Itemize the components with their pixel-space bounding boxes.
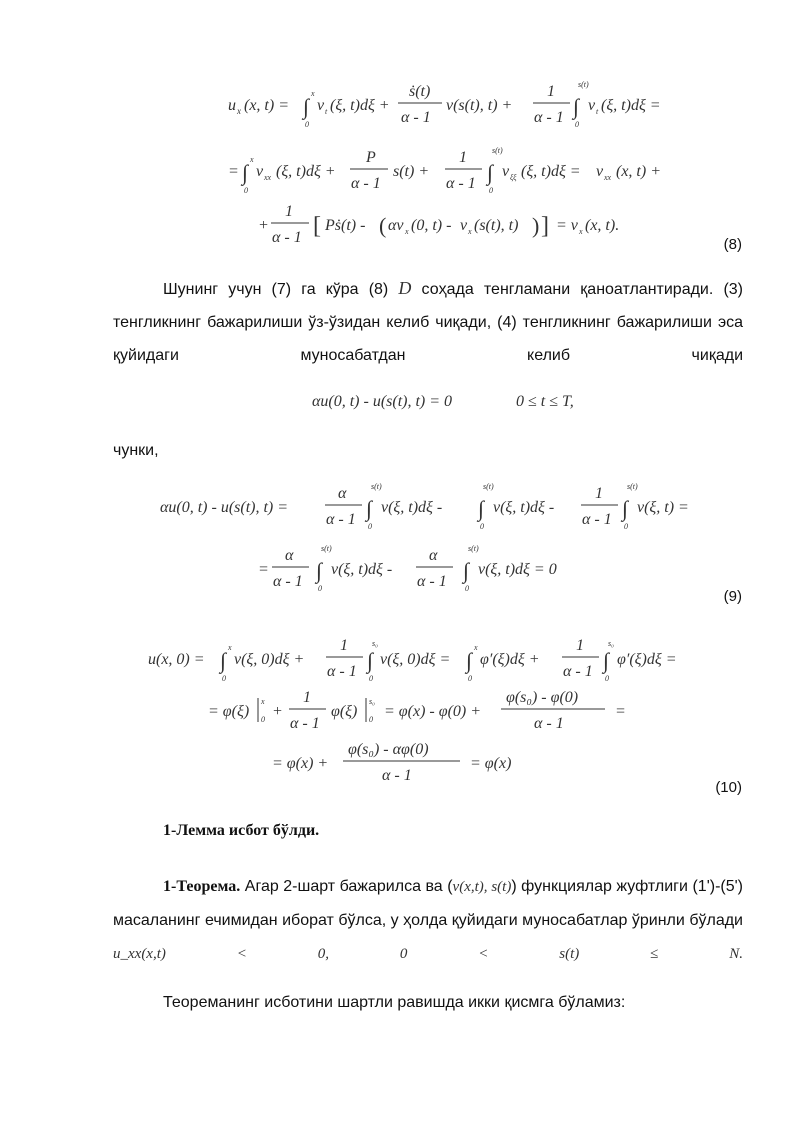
svg-text:v(ξ, 0)dξ +: v(ξ, 0)dξ + — [234, 651, 305, 668]
svg-text:∫: ∫ — [487, 160, 494, 185]
svg-text:= v: = v — [556, 217, 578, 234]
svg-text:=: = — [615, 703, 626, 720]
equation-10 — [0, 624, 800, 784]
svg-text:φ′(ξ)dξ +: φ′(ξ)dξ + — [480, 651, 540, 668]
svg-text:[: [ — [313, 213, 321, 239]
svg-text:αu(0, t) - u(s(t), t) =: αu(0, t) - u(s(t), t) = — [160, 499, 289, 516]
svg-text:(ξ, t)dξ =: (ξ, t)dξ = — [601, 97, 661, 114]
svg-text:v(ξ, t)dξ = 0: v(ξ, t)dξ = 0 — [478, 561, 557, 578]
paragraph-1: Шунинг учун (7) га кўра (8) D соҳада тенгламани қаноатлантиради. (3) тенгликнинг бажарилиши ўз-ўзидан келиб чиқади, (4) тенгликнинг бажарилиши эса қуйидаги муносабатдан келиб чиқади — [113, 278, 744, 364]
proof-intro: Теореманинг исботини шартли равишда икки қисмга бўламиз: — [163, 994, 626, 1011]
svg-text:(ξ, t)dξ +: (ξ, t)dξ + — [330, 97, 390, 114]
condition-equation — [0, 382, 800, 422]
svg-text:s₀: s₀ — [369, 697, 375, 706]
svg-text:P: P — [366, 149, 376, 166]
svg-text:1: 1 — [595, 485, 603, 502]
svg-text:∫: ∫ — [463, 558, 470, 583]
svg-text:φ(ξ): φ(ξ) — [331, 703, 358, 720]
svg-text:∫: ∫ — [366, 496, 373, 521]
svg-text:α - 1: α - 1 — [326, 511, 356, 528]
equation-9-number: (9) — [723, 588, 742, 605]
svg-text:∫: ∫ — [303, 94, 310, 119]
svg-text:+: + — [272, 703, 283, 720]
svg-text:v(ξ, t)dξ -: v(ξ, t)dξ - — [331, 561, 393, 578]
svg-text:Pṡ(t) -: Pṡ(t) - — [325, 217, 366, 234]
svg-text:α: α — [285, 547, 294, 564]
svg-text:=: = — [258, 561, 269, 578]
svg-text:x: x — [237, 106, 241, 116]
svg-text:∫: ∫ — [573, 94, 580, 119]
svg-text:φ(s₀) - φ(0): φ(s₀) - φ(0) — [506, 689, 579, 706]
svg-text:ṡ(t): ṡ(t) — [409, 83, 431, 100]
svg-text:x: x — [579, 227, 583, 236]
svg-text:∫: ∫ — [367, 648, 374, 673]
svg-text:α - 1: α - 1 — [290, 715, 320, 732]
svg-text:∫: ∫ — [603, 648, 610, 673]
svg-text:=: = — [228, 163, 239, 180]
svg-text:0: 0 — [222, 674, 226, 683]
svg-text:α: α — [429, 547, 438, 564]
svg-text:1: 1 — [340, 637, 348, 654]
svg-text:t: t — [325, 107, 328, 116]
svg-text:= φ(x) - φ(0) +: = φ(x) - φ(0) + — [384, 703, 482, 720]
svg-text:s₀: s₀ — [608, 639, 614, 648]
svg-text:v(ξ, 0)dξ =: v(ξ, 0)dξ = — [380, 651, 451, 668]
svg-text:s(t): s(t) — [627, 482, 638, 491]
svg-text:v: v — [256, 163, 264, 180]
svg-text:t: t — [596, 107, 599, 116]
svg-text:s(t): s(t) — [468, 544, 479, 553]
svg-text:xx: xx — [264, 173, 272, 182]
svg-text:1: 1 — [303, 689, 311, 706]
svg-text:x: x — [468, 227, 472, 236]
svg-text:v: v — [502, 163, 510, 180]
svg-text:α - 1: α - 1 — [446, 175, 476, 192]
svg-text:s(t): s(t) — [492, 146, 503, 155]
equation-9 — [0, 470, 800, 610]
svg-text:α - 1: α - 1 — [382, 767, 412, 784]
svg-text:∫: ∫ — [242, 160, 249, 185]
svg-text:0: 0 — [465, 584, 469, 593]
svg-text:u(x, 0) =: u(x, 0) = — [148, 651, 205, 668]
svg-text:0: 0 — [369, 715, 373, 724]
svg-text:s(t) +: s(t) + — [393, 163, 430, 180]
svg-text:(x, t).: (x, t). — [585, 217, 620, 234]
domain-symbol: D — [398, 278, 412, 298]
svg-text:0: 0 — [624, 522, 628, 531]
svg-text:x: x — [474, 643, 478, 652]
svg-text:αv: αv — [388, 217, 404, 234]
svg-text:x: x — [250, 155, 254, 164]
svg-text:(x, t) +: (x, t) + — [616, 163, 661, 180]
svg-text:v: v — [460, 217, 468, 234]
svg-text:∫: ∫ — [622, 496, 629, 521]
svg-text:0: 0 — [369, 674, 373, 683]
svg-text:α - 1: α - 1 — [327, 663, 357, 680]
svg-text:0: 0 — [575, 120, 579, 129]
svg-text:α - 1: α - 1 — [563, 663, 593, 680]
svg-text:α - 1: α - 1 — [582, 511, 612, 528]
svg-text:s(t): s(t) — [371, 482, 382, 491]
svg-text:(ξ, t)dξ =: (ξ, t)dξ = — [521, 163, 581, 180]
svg-text:α - 1: α - 1 — [401, 109, 431, 126]
svg-text:∫: ∫ — [220, 648, 227, 673]
svg-text:0: 0 — [480, 522, 484, 531]
svg-text:α - 1: α - 1 — [273, 573, 303, 590]
svg-text:+: + — [258, 217, 269, 234]
svg-text:0 ≤ t ≤ T,: 0 ≤ t ≤ T, — [516, 393, 574, 410]
svg-text:α - 1: α - 1 — [534, 109, 564, 126]
svg-text:α - 1: α - 1 — [534, 715, 564, 732]
svg-text:0: 0 — [305, 120, 309, 129]
svg-text:0: 0 — [468, 674, 472, 683]
svg-text:s(t): s(t) — [578, 80, 589, 89]
svg-text:α - 1: α - 1 — [351, 175, 381, 192]
theorem-pair: v(x,t), s(t) — [452, 879, 512, 895]
svg-text:∫: ∫ — [316, 558, 323, 583]
svg-text:α: α — [338, 485, 347, 502]
svg-text:1: 1 — [576, 637, 584, 654]
svg-text:= φ(ξ): = φ(ξ) — [208, 703, 250, 720]
svg-text:ξξ: ξξ — [510, 173, 517, 182]
svg-text:v(ξ, t)dξ -: v(ξ, t)dξ - — [493, 499, 555, 516]
svg-text:∫: ∫ — [466, 648, 473, 673]
svg-text:s(t): s(t) — [321, 544, 332, 553]
svg-text:0: 0 — [605, 674, 609, 683]
svg-text:1: 1 — [459, 149, 467, 166]
svg-text:(ξ, t)dξ +: (ξ, t)dξ + — [276, 163, 336, 180]
svg-text:v(ξ, t) =: v(ξ, t) = — [637, 499, 689, 516]
svg-text:x: x — [311, 89, 315, 98]
svg-text:s₀: s₀ — [372, 639, 378, 648]
svg-text:s(t): s(t) — [483, 482, 494, 491]
svg-text:(0, t) -: (0, t) - — [411, 217, 452, 234]
svg-text:xx: xx — [604, 173, 612, 182]
svg-text:v: v — [317, 97, 325, 114]
svg-text:= φ(x): = φ(x) — [470, 755, 512, 772]
svg-text:(: ( — [379, 213, 387, 238]
svg-text:0: 0 — [244, 186, 248, 195]
svg-text:φ′(ξ)dξ =: φ′(ξ)dξ = — [617, 651, 677, 668]
theorem-1: 1-Теорема. Агар 2-шарт бажарилса ва (v(x,t), s(t)) функциялар жуфтлиги (1')-(5') масаланинг ечимидан иборат бўлса, у ҳолда қуйидаги муносабатлар ўринли бўлади u_xx(x,t) < 0, 0 < s(t) ≤ N. — [113, 878, 744, 962]
svg-text:φ(s₀) - αφ(0): φ(s₀) - αφ(0) — [348, 741, 429, 758]
svg-text:v: v — [588, 97, 596, 114]
svg-text:0: 0 — [489, 186, 493, 195]
svg-text:1: 1 — [285, 203, 293, 220]
svg-text:x: x — [405, 227, 409, 236]
svg-text:0: 0 — [318, 584, 322, 593]
svg-text:v: v — [596, 163, 604, 180]
theorem-label: 1-Теорема. — [163, 878, 241, 895]
svg-text:u: u — [228, 97, 236, 114]
svg-text:α - 1: α - 1 — [417, 573, 447, 590]
svg-text:v(ξ, t)dξ -: v(ξ, t)dξ - — [381, 499, 443, 516]
chunki-text: чунки, — [113, 442, 159, 459]
svg-text:∫: ∫ — [478, 496, 485, 521]
svg-text:0: 0 — [368, 522, 372, 531]
equation-8-number: (8) — [723, 236, 742, 253]
svg-text:(x, t) =: (x, t) = — [244, 97, 289, 114]
svg-text:α - 1: α - 1 — [272, 229, 302, 246]
svg-text:x: x — [228, 643, 232, 652]
equation-10-number: (10) — [715, 779, 742, 796]
theorem-relation: u_xx(x,t) < 0, 0 < s(t) ≤ N. — [113, 946, 743, 962]
svg-text:v(s(t), t) +: v(s(t), t) + — [446, 97, 513, 114]
svg-text:): ) — [532, 213, 540, 238]
svg-text:= φ(x) +: = φ(x) + — [272, 755, 329, 772]
svg-text:1: 1 — [547, 83, 555, 100]
svg-text:]: ] — [541, 213, 549, 239]
svg-text:αu(0, t) - u(s(t), t) = 0: αu(0, t) - u(s(t), t) = 0 — [312, 393, 453, 410]
svg-text:x: x — [261, 697, 265, 706]
svg-text:(s(t), t): (s(t), t) — [474, 217, 519, 234]
svg-text:0: 0 — [261, 715, 265, 724]
lemma-proved: 1-Лемма исбот бўлди. — [163, 822, 320, 839]
